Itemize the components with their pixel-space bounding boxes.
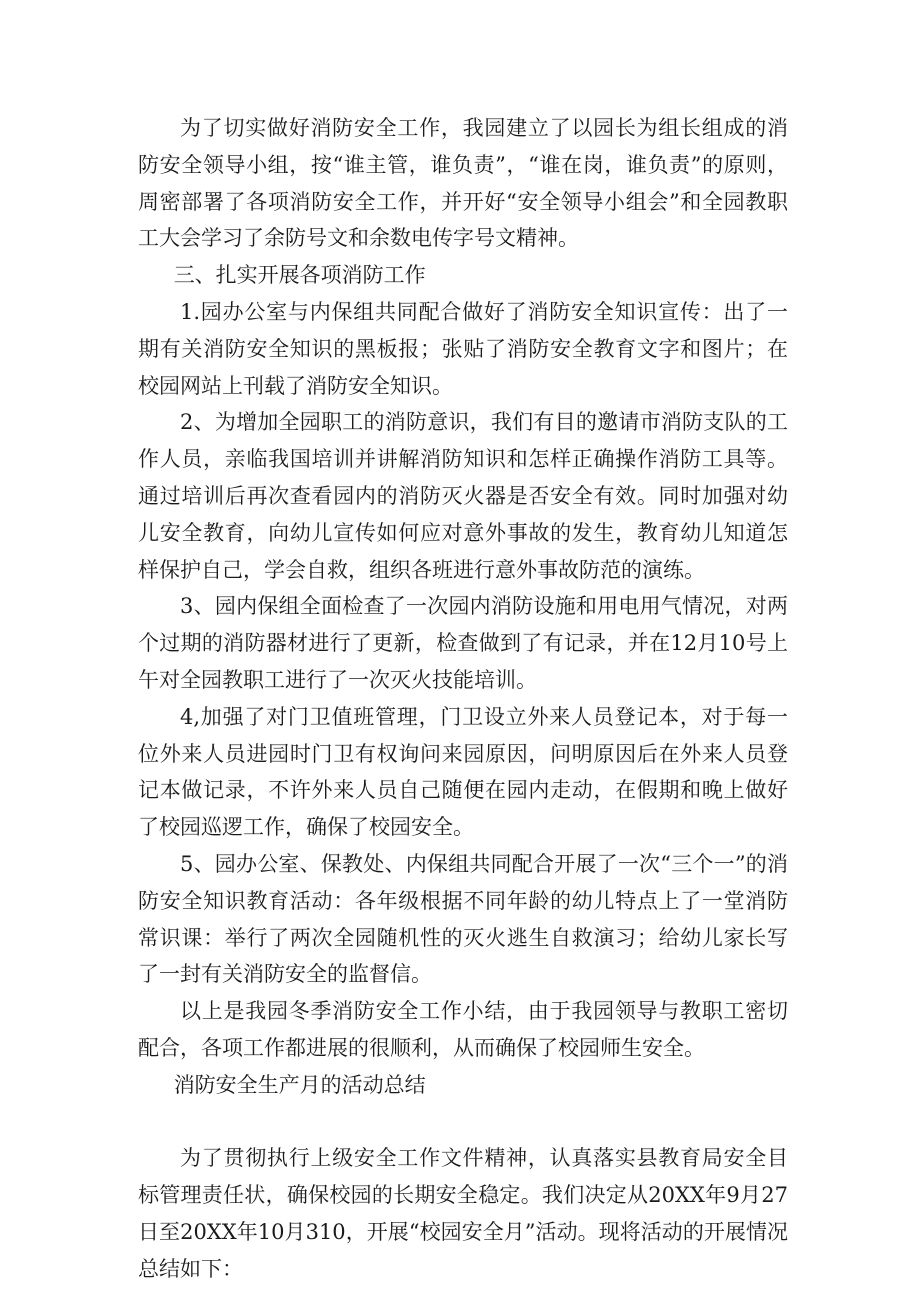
paragraph-leadership: 为了切实做好消防安全工作，我园建立了以园长为组长组成的消防安全领导小组，按“谁主管，谁负责”，“谁在岗，谁负责”的原则，周密部署了各项消防安全工作，并开好“安全领导小组会”和全园教职工大会学习了余防号文和余数电传字号文精神。: [138, 116, 788, 251]
paragraph-item-5: 5、园办公室、保教处、内保组共同配合开展了一次“三个一”的消防安全知识教育活动：各年级根据不同年龄的幼儿特点上了一堂消防常识课：举行了两次全园随机性的灭火逃生自救演习；给幼儿家长写了一封有关消防安全的监督信。: [138, 851, 788, 987]
paragraph-item-1: 1.园办公室与内保组共同配合做好了消防安全知识宣传：出了一期有关消防安全知识的黑板报；张贴了消防安全教育文字和图片；在校园网站上刊载了消防安全知识。: [138, 299, 788, 398]
paragraph-conclusion: 以上是我园冬季消防安全工作小结，由于我园领导与教职工密切配合，各项工作都进展的很顺利，从而确保了校园师生安全。: [138, 999, 788, 1060]
document-subtitle: 消防安全生产月的活动总结: [173, 1072, 426, 1097]
section-heading-three: 三、扎实开展各项消防工作: [173, 263, 426, 288]
document-body: [138, 110, 788, 1288]
paragraph-item-4: 4,加强了对门卫值班管理，门卫设立外来人员登记本，对于每一位外来人员进园时门卫有权询问来园原因，问明原因后在外来人员登记本做记录，不许外来人员自己随便在园内走动，在假期和晚上做好了校园巡逻工作，确保了校园安全。: [138, 704, 788, 840]
paragraph-item-2: 2、为增加全园职工的消防意识，我们有目的邀请市消防支队的工作人员，亲临我国培训并讲解消防知识和怎样正确操作消防工具等。通过培训后再次查看园内的消防灭火器是否安全有效。同时加强对幼儿安全教育，向幼儿宣传如何应对意外事故的发生，教育幼儿知道怎样保护自己，学会自救，组织各班进行意外事故防范的演练。: [138, 410, 788, 582]
paragraph-item-3: 3、园内保组全面检查了一次园内消防设施和用电用气情况，对两个过期的消防器材进行了更新，检查做到了有记录，并在12月10号上午对全园教职工进行了一次灭火技能培训。: [138, 594, 788, 692]
paragraph-intro-safety-month: 为了贯彻执行上级安全工作文件精神，认真落实县教育局安全目标管理责任状，确保校园的长期安全稳定。我们决定从20XX年9月27日至20XX年10月310，开展“校园安全月”活动。现将活动的开展情况总结如下：: [138, 1146, 788, 1281]
